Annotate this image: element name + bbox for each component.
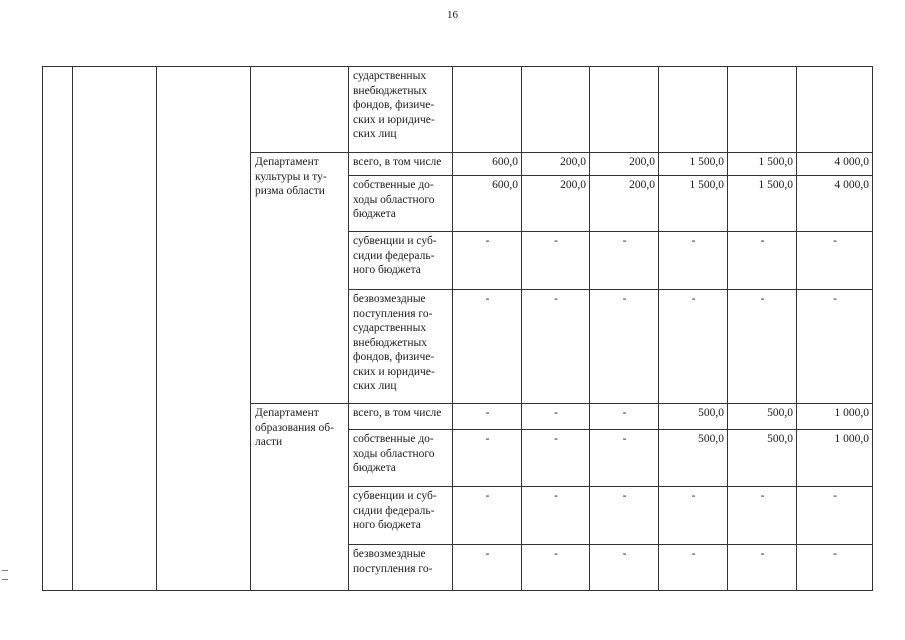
value-cell: 600,0 [453, 176, 522, 232]
value-cell: 1 500,0 [659, 176, 728, 232]
value-cell: - [659, 290, 728, 404]
value-cell [453, 67, 522, 153]
value-cell [797, 67, 873, 153]
budget-table [42, 66, 873, 591]
source-label: безвозмездные поступления го-сударственных внебюджетных фондов, физиче-ских и юридиче-ских лиц [349, 290, 453, 404]
value-cell: 200,0 [590, 153, 659, 176]
value-cell: - [590, 430, 659, 487]
value-cell: 1 500,0 [728, 176, 797, 232]
value-cell: 500,0 [728, 404, 797, 430]
value-cell: - [453, 404, 522, 430]
value-cell: - [659, 487, 728, 545]
value-cell: 1 000,0 [797, 404, 873, 430]
value-cell: - [590, 290, 659, 404]
value-cell: - [728, 545, 797, 591]
value-cell: - [590, 232, 659, 290]
value-cell: - [728, 290, 797, 404]
value-cell: - [522, 290, 590, 404]
value-cell: - [453, 232, 522, 290]
value-cell: 600,0 [453, 153, 522, 176]
value-cell: - [522, 545, 590, 591]
value-cell [590, 67, 659, 153]
value-cell: - [522, 487, 590, 545]
index-column [43, 67, 73, 591]
value-cell: 500,0 [659, 404, 728, 430]
value-cell: - [453, 430, 522, 487]
value-cell [659, 67, 728, 153]
value-cell: 1 500,0 [659, 153, 728, 176]
value-cell: - [522, 232, 590, 290]
source-label: безвозмездные поступления го- [349, 545, 453, 591]
value-cell: 1 000,0 [797, 430, 873, 487]
value-cell: - [728, 487, 797, 545]
value-cell: - [590, 545, 659, 591]
source-label: субвенции и суб-сидии федераль-ного бюджета [349, 232, 453, 290]
table-row [43, 67, 873, 153]
value-cell: 200,0 [522, 153, 590, 176]
source-label: всего, в том числе [349, 404, 453, 430]
value-cell: - [797, 487, 873, 545]
value-cell: - [453, 290, 522, 404]
value-cell: - [522, 430, 590, 487]
measure-column [73, 67, 157, 591]
department-name: Департамент культуры и ту-ризма области [251, 153, 349, 404]
value-cell: - [590, 487, 659, 545]
value-cell: 4 000,0 [797, 153, 873, 176]
value-cell: - [728, 232, 797, 290]
value-cell: 500,0 [728, 430, 797, 487]
department-cell [251, 67, 349, 153]
program-column [157, 67, 251, 591]
value-cell: - [797, 545, 873, 591]
value-cell: - [797, 232, 873, 290]
value-cell: 4 000,0 [797, 176, 873, 232]
value-cell: 200,0 [522, 176, 590, 232]
source-label: всего, в том числе [349, 153, 453, 176]
value-cell [728, 67, 797, 153]
page-number: 16 [447, 9, 458, 21]
value-cell: 1 500,0 [728, 153, 797, 176]
source-label: субвенции и суб-сидии федераль-ного бюджета [349, 487, 453, 545]
value-cell: - [797, 290, 873, 404]
source-label: собственные до-ходы областного бюджета [349, 430, 453, 487]
margin-mark [2, 570, 8, 580]
value-cell: - [659, 232, 728, 290]
department-name: Департамент образования об-ласти [251, 404, 349, 591]
value-cell: 200,0 [590, 176, 659, 232]
value-cell [522, 67, 590, 153]
value-cell: - [453, 545, 522, 591]
value-cell: - [590, 404, 659, 430]
source-label: сударственных внебюджетных фондов, физиче-ских и юридиче-ских лиц [349, 67, 453, 153]
value-cell: 500,0 [659, 430, 728, 487]
source-label: собственные до-ходы областного бюджета [349, 176, 453, 232]
value-cell: - [659, 545, 728, 591]
value-cell: - [453, 487, 522, 545]
value-cell: - [522, 404, 590, 430]
